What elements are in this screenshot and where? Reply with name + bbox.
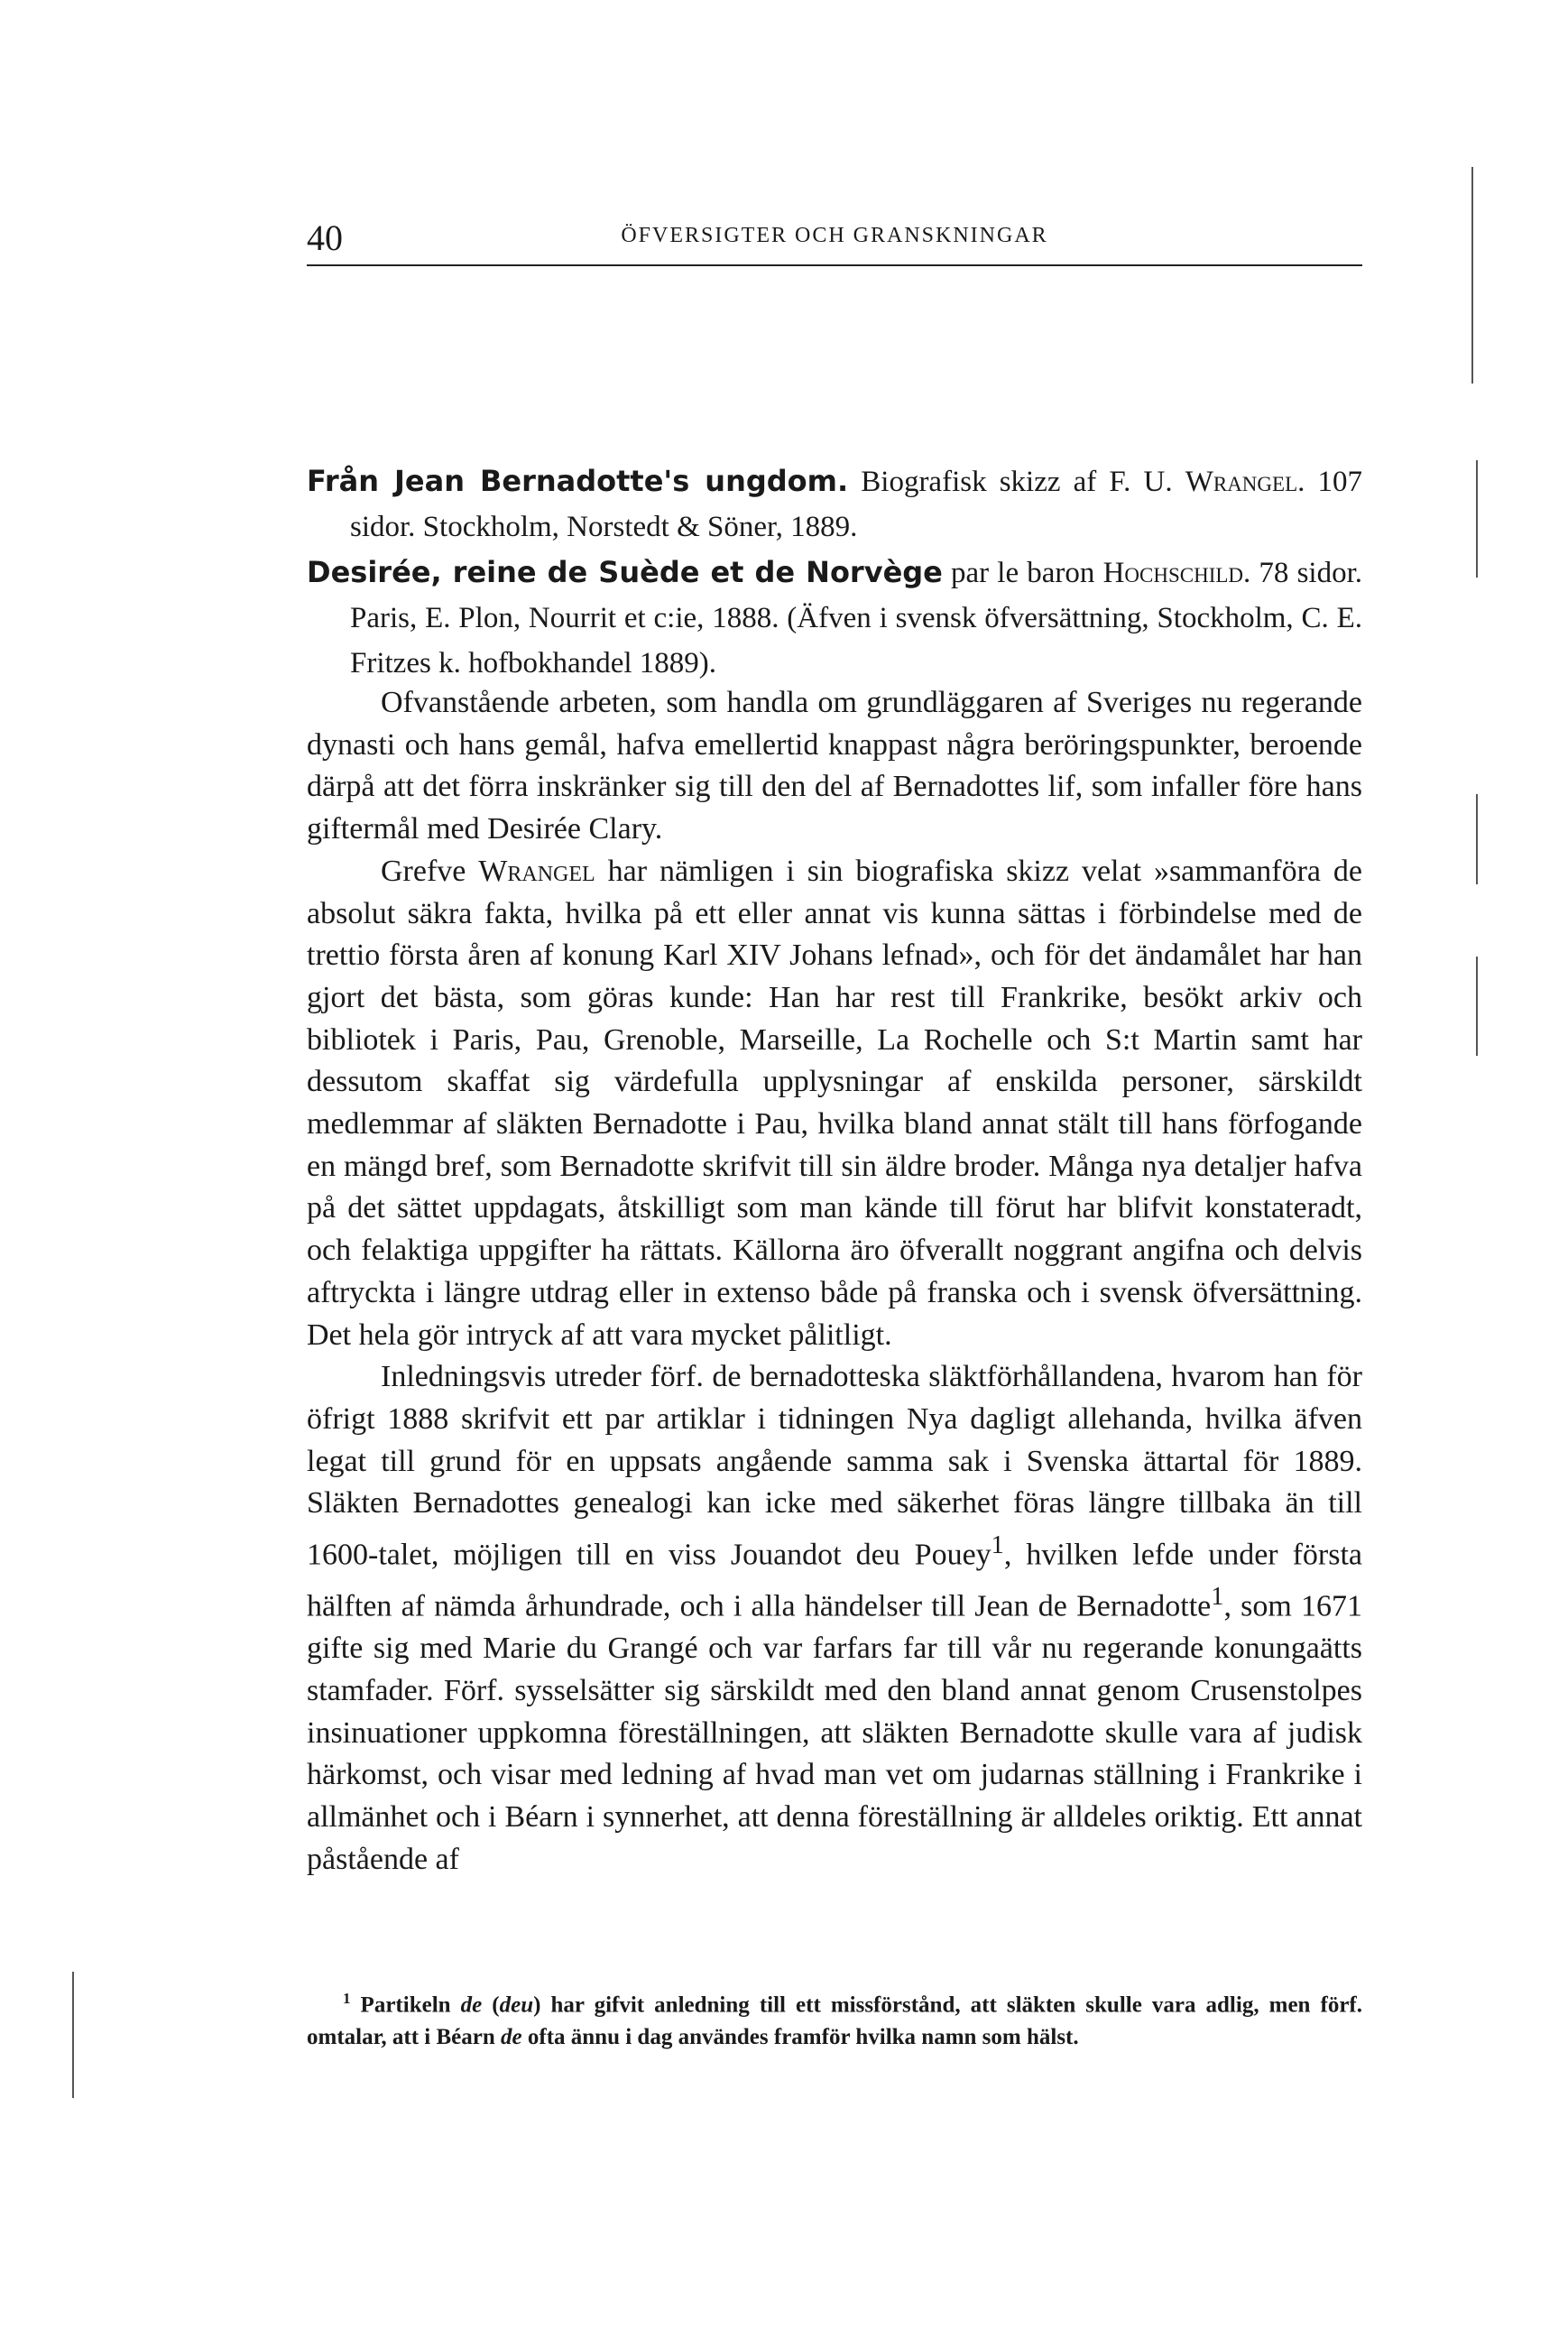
paragraph-text: Ofvanstående arbeten, som handla om grundläggaren af Sveriges nu regerande dynasti och hans gemål, hafva emellertid knappast några beröringspunkter, beroende därpå att det förra inskränker sig till den del af Bernadottes lif, som infaller före hans giftermål med Desirée Clary. bbox=[307, 686, 1362, 846]
paragraph-text: har nämligen i sin biografiska skizz velat »sammanföra de absolut säkra fakta, hvilka på ett eller annat vis kunna sättas i förbindelse med de trettio första åren af konung Karl XIV Johans lefnad», och för det ändamålet har han gjort det bästa, som göras kunde: Han har rest till Frankrike, besökt arkiv och bibliotek i Paris, Pau, Grenoble, Marseille, La Rochelle och S:t Martin samt har dessutom skaffat sig värdefulla upplysningar af enskilda personer, särskildt medlemmar af släkten Bernadotte i Pau, hvilka bland annat stält till hans förfogande en mängd bref, som Bernadotte skrifvit till sin äldre broder. Många nya detaljer hafva på det sättet uppdagats, åtskilligt som man kände till förut har blifvit konstateradt, och felaktiga uppgifter ha rättats. Källorna äro öfverallt noggrant angifna och delvis aftryckta i längre utdrag eller in extenso både på franska och i svensk öfversättning. Det hela gör intryck af att vara mycket pålitligt. bbox=[307, 854, 1362, 1352]
book-description: Biografisk skizz af F. U. bbox=[848, 466, 1185, 498]
scan-edge-mark bbox=[1476, 460, 1478, 578]
paragraph-text: , som 1671 gifte sig med Marie du Grangé och var farfars far till vår nu regerande konungaätts stamfader. Förf. sysselsätter sig särskildt med den bland annat genom Crusenstolpes insinuationer uppkomna föreställningen, att släkten Bernadotte skulle vara af judisk härkomst, och visar med ledning af hvad man vet om judarnas ställning i Frankrike i allmänhet och i Béarn i synnerhet, att denna föreställning är alldeles oriktig. Ett annat påstående af bbox=[307, 1589, 1362, 1876]
paragraph bbox=[307, 682, 1362, 851]
author-name: Wrangel bbox=[1185, 466, 1298, 498]
paragraph-text: Inledningsvis utreder förf. de bernadotteska släktförhållandena, hvarom han för öfrigt 1888 skrifvit ett par artiklar i tidningen Nya dagligt allehanda, hvilka äfven legat till grund för en uppsats angående samma sak i Svenska ättartal för 1889. Släkten Bernadottes genealogi kan icke med säkerhet föras längre tillbaka än till 1600-talet, möjligen till en viss Jouandot deu Pouey bbox=[307, 1360, 1362, 1572]
paragraph-text: Grefve bbox=[381, 854, 479, 888]
scan-edge-mark bbox=[1471, 167, 1473, 384]
footnote-emphasis: deu bbox=[499, 1992, 534, 2018]
author-name: Hochschild bbox=[1102, 557, 1244, 589]
book-title: Från Jean Bernadotte's ungdom. bbox=[307, 464, 849, 498]
paragraph-text: , hvilken lefde under första hälften af nämda århundrade, och i alla händelser till Jean de Bernadotte bbox=[307, 1538, 1362, 1623]
footnotes bbox=[307, 1983, 1362, 2054]
author-name: Wrangel bbox=[478, 854, 595, 888]
footnote bbox=[307, 1983, 1362, 2054]
paragraph bbox=[307, 1356, 1362, 1881]
footnote-reference[interactable]: 1 bbox=[991, 1531, 1004, 1560]
book-title: Desirée, reine de Suède et de Norvège bbox=[307, 555, 943, 589]
running-title: ÖFVERSIGTER OCH GRANSKNINGAR bbox=[621, 224, 1048, 247]
footnote-reference[interactable]: 1 bbox=[1211, 1583, 1224, 1612]
paragraph bbox=[307, 851, 1362, 1356]
scan-edge-mark bbox=[72, 1972, 74, 2098]
book-description: . 78 sidor. Paris, E. Plon, Nourrit et c:ie, 1888. (Äfven i svensk öfversättning, Stockholm, C. E. Fritzes k. hofbokhandel 1889). bbox=[350, 557, 1362, 680]
scan-edge-mark bbox=[1476, 957, 1478, 1056]
book-description: par le baron bbox=[942, 557, 1103, 589]
running-header bbox=[307, 217, 1362, 258]
footnote-text: Partikeln bbox=[350, 1992, 461, 2018]
book-description: . 107 sidor. Stockholm, Norstedt & Söner, 1889. bbox=[350, 466, 1362, 543]
document-page bbox=[307, 0, 1362, 2339]
scan-edge-mark bbox=[1476, 794, 1478, 884]
header-rule bbox=[307, 264, 1362, 266]
footnote-emphasis: de bbox=[460, 1992, 483, 2018]
page-number: 40 bbox=[307, 217, 343, 258]
bibliography-entry bbox=[307, 458, 1362, 550]
footnote-text: ofta ännu i dag användes framför hvilka namn som hälst. bbox=[521, 2025, 1079, 2050]
footnote-emphasis: de bbox=[501, 2025, 522, 2050]
footnote-text: ( bbox=[482, 1992, 500, 2018]
footnote-marker: 1 bbox=[343, 1990, 351, 2007]
review-body bbox=[307, 682, 1362, 1881]
bibliography-block bbox=[307, 458, 1362, 686]
footnote-text: ) har gifvit anledning till ett missförstånd, att släkten skulle vara adlig, men förf. omtalar, att i Béarn bbox=[307, 1992, 1362, 2050]
bibliography-entry bbox=[307, 550, 1362, 686]
